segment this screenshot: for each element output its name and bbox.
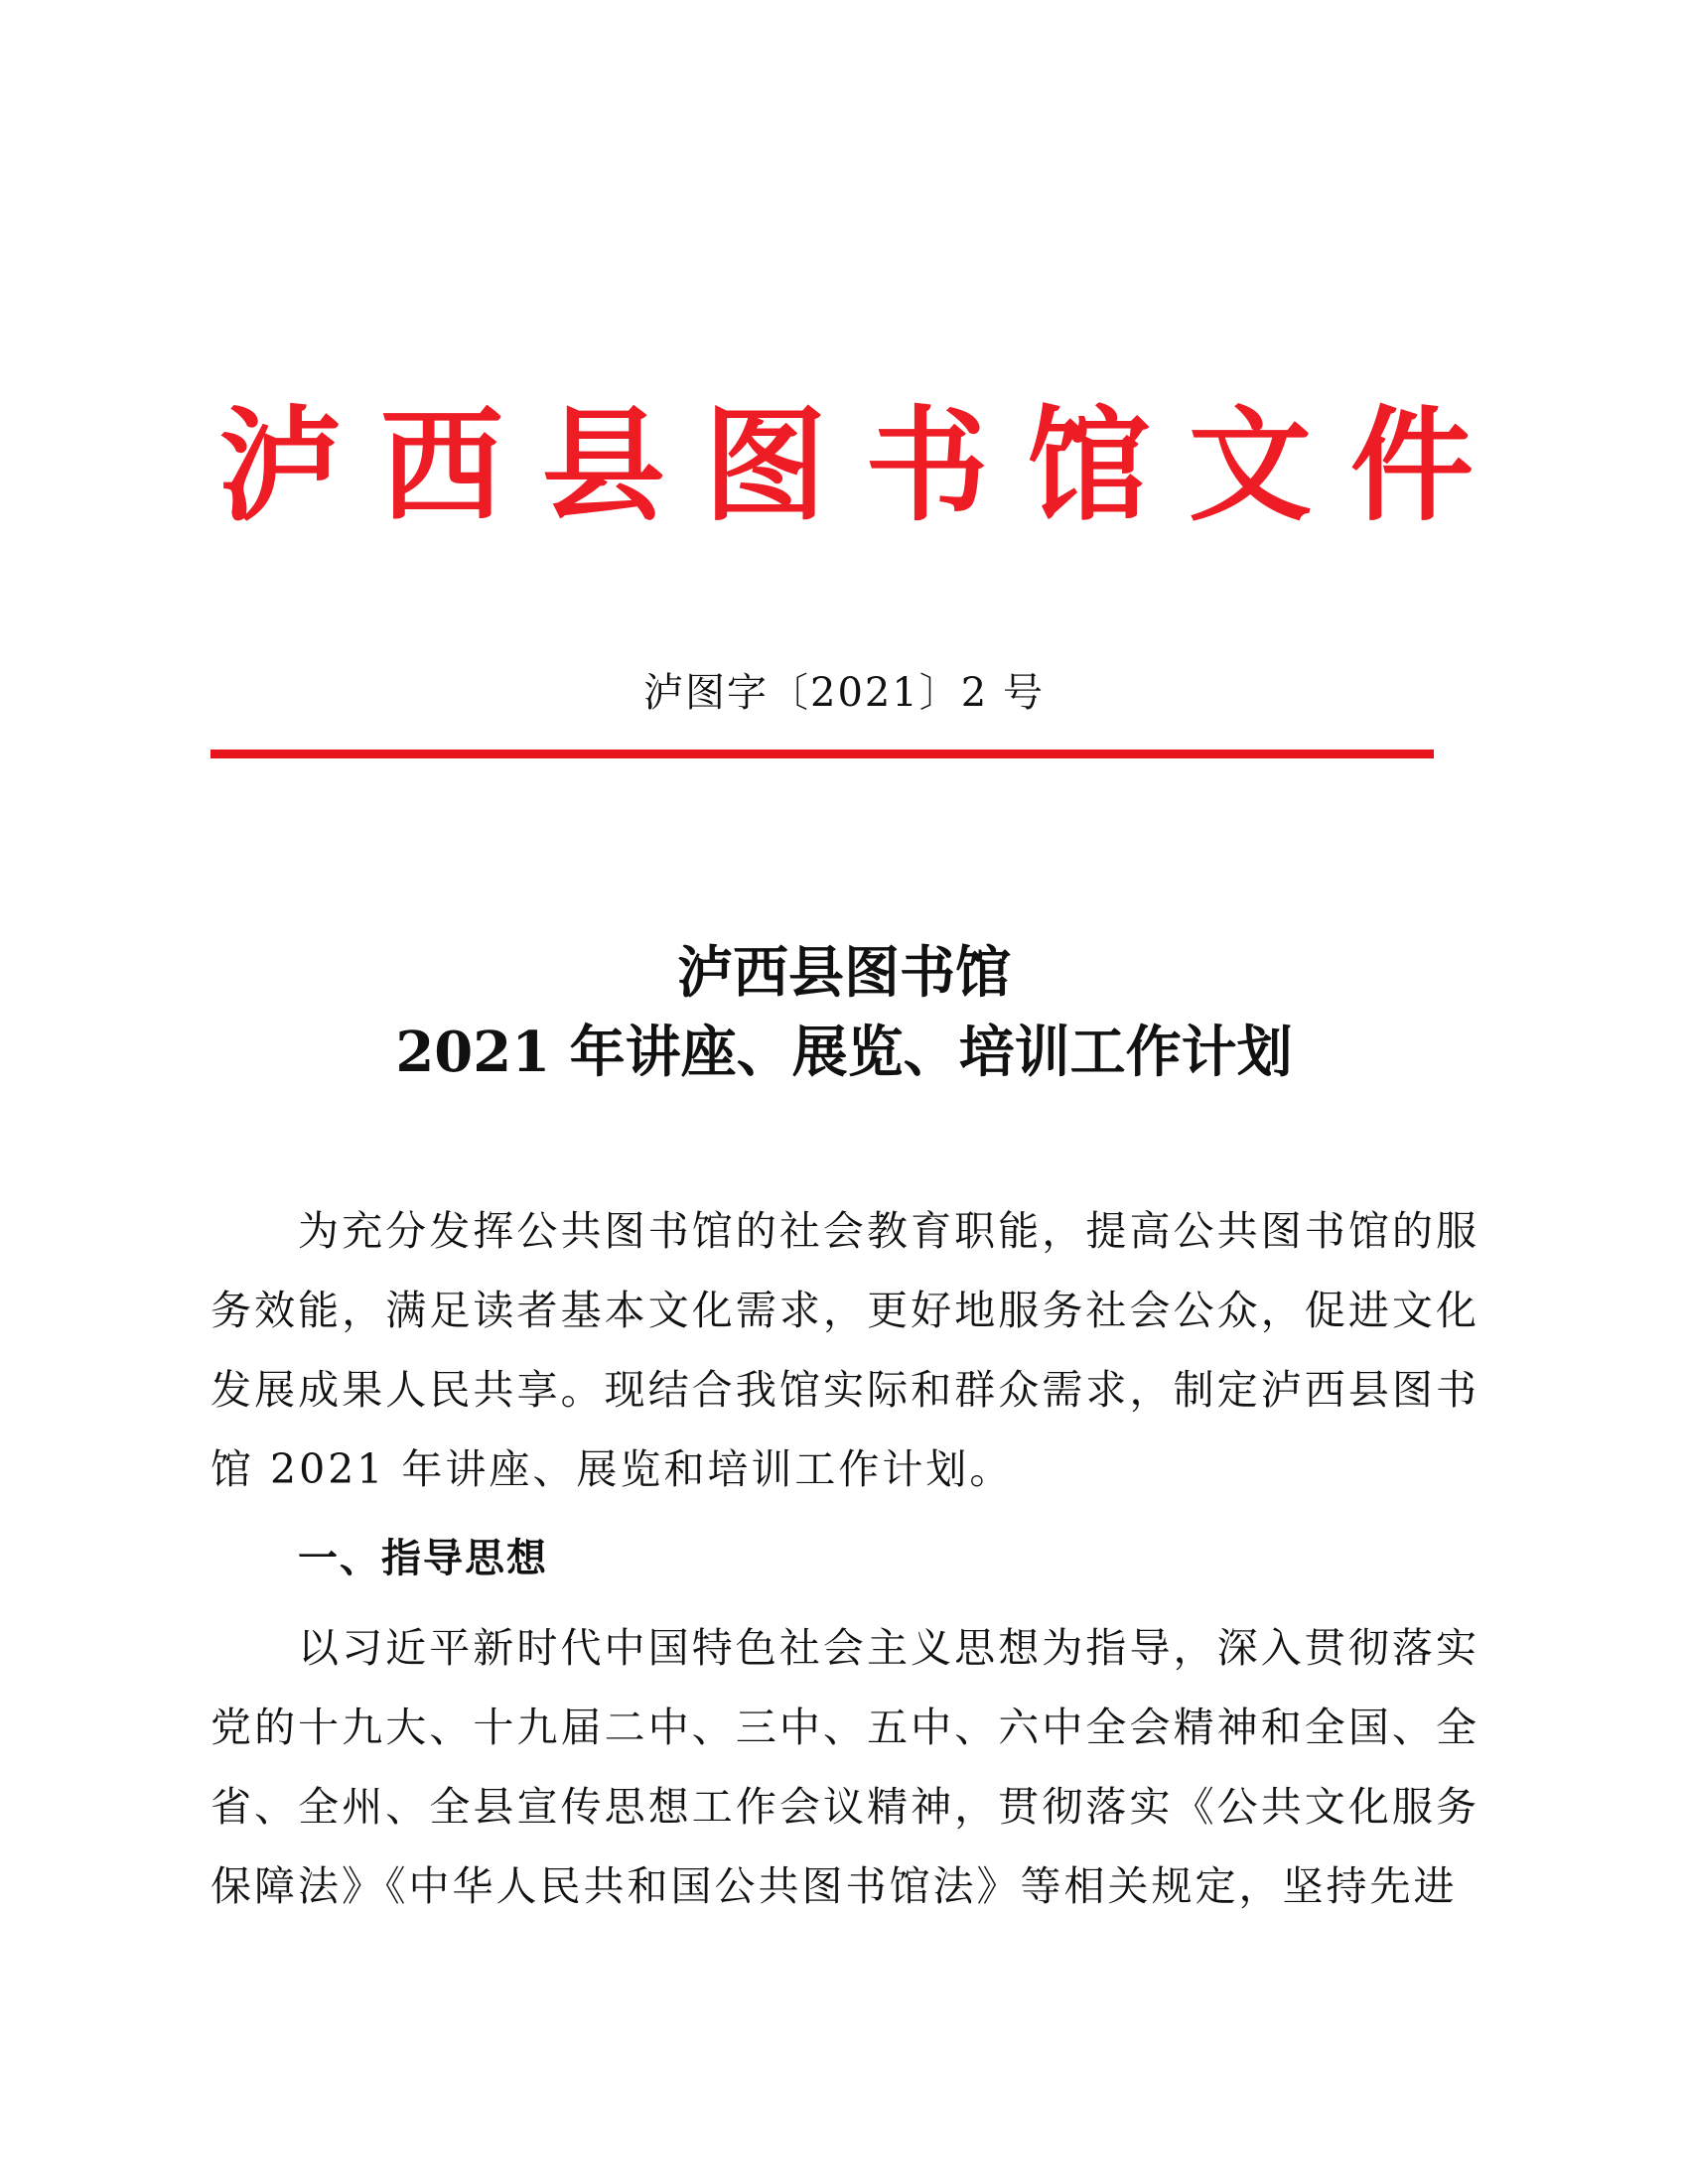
header-char: 图	[703, 394, 827, 538]
section-paragraph: 以习近平新时代中国特色社会主义思想为指导，深入贯彻落实党的十九大、十九届二中、三中、五中、六中全会精神和全国、全省、全州、全县宣传思想工作会议精神，贯彻落实《公共文化服务保障法》《中华人民共和国公共图书馆法》等相关规定，坚持先进	[211, 1624, 1479, 1910]
red-header-title	[211, 387, 1481, 546]
section-heading-guiding-ideology: 一、指导思想	[298, 1536, 548, 1581]
document-title	[0, 933, 1688, 1092]
title-line-1: 泸西县图书馆	[677, 940, 1011, 1006]
header-char: 西	[379, 394, 503, 538]
header-char: 书	[865, 394, 989, 538]
header-char: 文	[1189, 394, 1313, 538]
header-char: 县	[541, 394, 665, 538]
intro-paragraph: 为充分发挥公共图书馆的社会教育职能，提高公共图书馆的服务效能，满足读者基本文化需求，更好地服务社会公众，促进文化发展成果人民共享。现结合我馆实际和群众需求，制定泸西县图书馆 2021 年讲座、展览和培训工作计划。	[211, 1207, 1479, 1493]
document-number: 泸图字〔2021〕2 号	[643, 670, 1045, 716]
title-line-2: 2021 年讲座、展览、培训工作计划	[395, 1020, 1293, 1085]
red-divider-line	[211, 750, 1434, 758]
header-char: 泸	[217, 394, 342, 538]
header-char: 件	[1349, 394, 1474, 538]
header-char: 馆	[1027, 394, 1151, 538]
